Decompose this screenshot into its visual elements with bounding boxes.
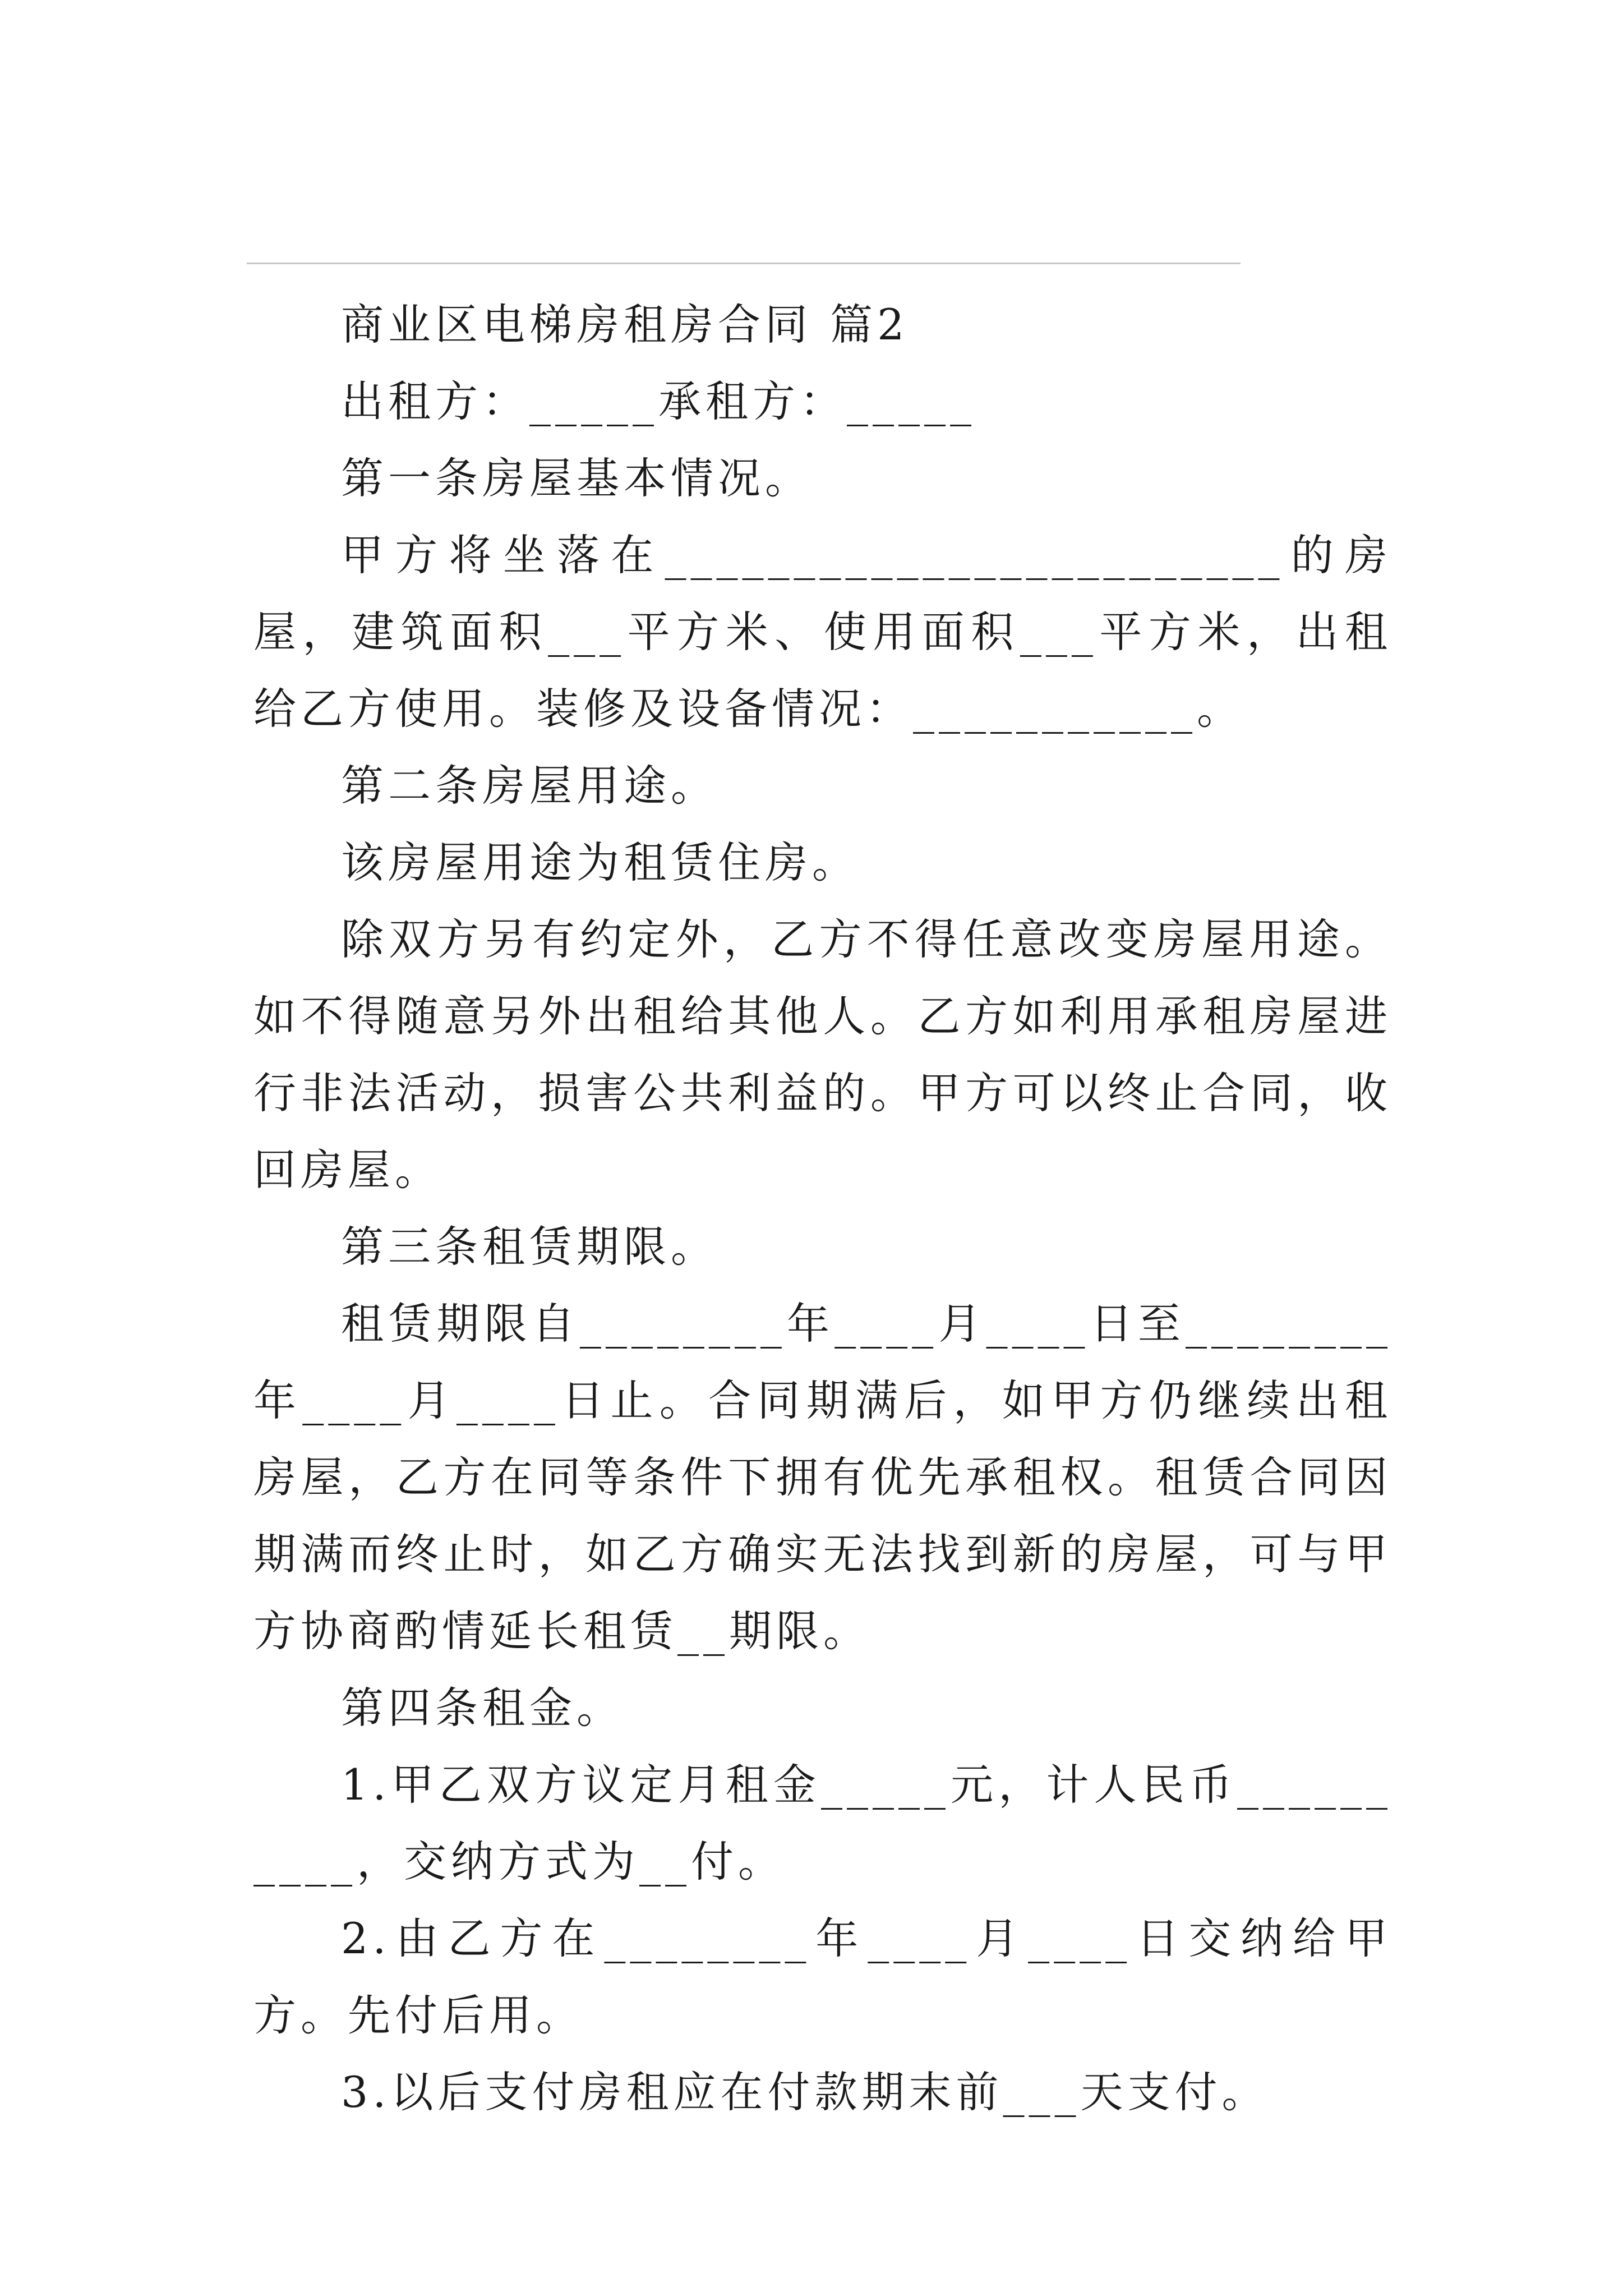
article-4-item-3: 3.以后支付房租应在付款期末前___天支付。 [341,2067,1269,2117]
document-title: 商业区电梯房租房合同 篇2 [341,300,909,349]
article-4-heading: 第四条租金。 [341,1683,624,1733]
article-1-body: 甲方将坐落在________________________的房屋，建筑面积___平方米、使用面积___平方米，出租给乙方使用。装修及设备情况：___________。 [253,530,1392,734]
article-1-heading: 第一条房屋基本情况。 [341,453,812,503]
article-3-heading: 第三条租赁期限。 [341,1222,718,1272]
parties-line: 出租方：_____承租方：_____ [341,376,976,426]
document-body [253,286,1392,2131]
article-4-item-2: 2.由乙方在________年____月____日交纳给甲方。先付后用。 [253,1913,1392,2040]
article-2-body-2: 除双方另有约定外，乙方不得任意改变房屋用途。如不得随意另外出租给其他人。乙方如利用承租房屋进行非法活动，损害公共利益的。甲方可以终止合同，收回房屋。 [253,914,1392,1195]
article-4-item-1: 1.甲乙双方议定月租金_____元，计人民币__________，交纳方式为__付。 [253,1760,1392,1887]
header-divider [247,263,1241,264]
article-3-body: 租赁期限自________年____月____日至________年____月____日止。合同期满后，如甲方仍继续出租房屋，乙方在同等条件下拥有优先承租权。租赁合同因期满而终止时，如乙方确实无法找到新的房屋，可与甲方协商酌情延长租赁__期限。 [253,1299,1392,1656]
article-2-heading: 第二条房屋用途。 [341,761,718,811]
article-2-body-1: 该房屋用途为租赁住房。 [341,838,859,887]
